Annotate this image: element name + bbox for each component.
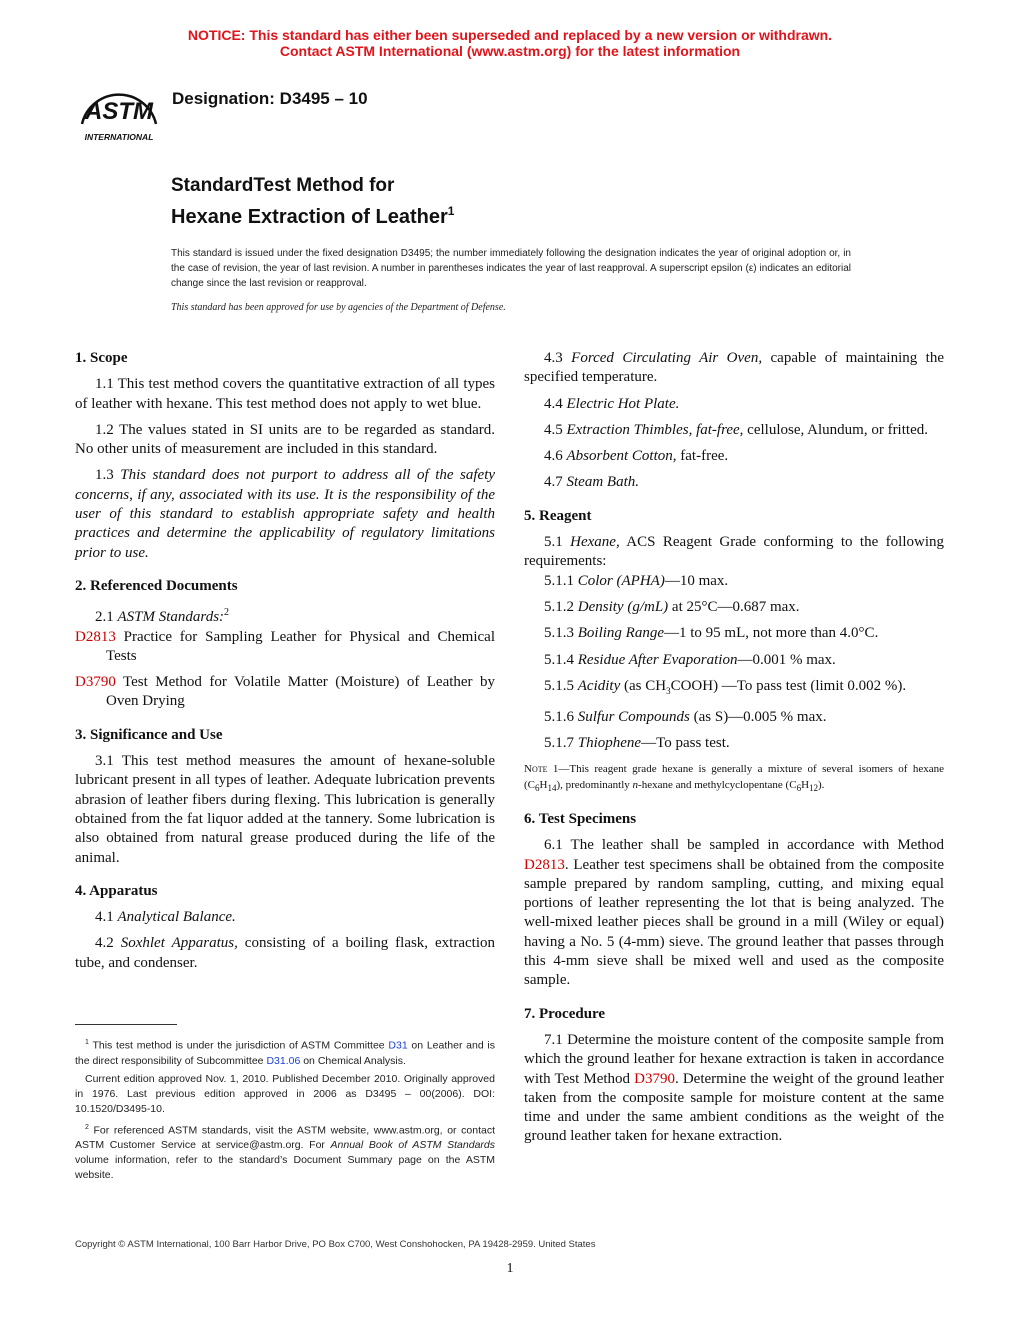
link-d2813[interactable]: D2813 [524,856,565,873]
para-4-7: 4.7 Steam Bath. [544,474,639,491]
title-line-1: StandardTest Method for [171,175,395,196]
para-1-1: 1.1 This test method covers the quantitative extraction of all types of leather with hexane. This test method does not apply to wet blue. [75,376,495,412]
link-d3790[interactable]: D3790 [634,1070,675,1087]
notice-line-2: Contact ASTM International (www.astm.org) for the latest information [279,43,741,59]
page-number: 1 [506,1261,514,1276]
footnote-1: $^1$ This test method is under the jurisdiction of ASTM Committee D31 on Leather and is the direct responsibility of Subcommittee D31.06 on Chemical Analysis. [75,1039,496,1067]
para-5-1-6: 5.1.6 Sulfur Compounds (as S)—0.005 % max. [544,709,827,726]
section-reagent-heading: 5. Reagent [524,507,592,524]
designation: Designation: D3495 – 10 [172,89,368,108]
para-5-1-3: 5.1.3 Boiling Range—1 to 95 mL, not more than 4.0°C. [544,625,879,642]
section-apparatus-heading: 4. Apparatus [75,882,158,899]
note-1: Note 1—This reagent grade hexane is generally a mixture of several isomers of hexane $(C_6H_{14})$, predominantly n-hexane and methylcyclopentane $(C_6H_{12})$. [524,762,944,793]
para-4-3: 4.3 Forced Circulating Air Oven, capable of maintaining the specified temperature. [524,350,945,386]
section-scope-heading: 1. Scope [75,350,128,366]
notice-line-1: NOTICE: This standard has either been superseded and replaced by a new version or withdrawn. [187,27,833,43]
reference-d2813[interactable]: D2813 Practice for Sampling Leather for Physical and Chemical Tests [75,628,495,664]
para-5-1: 5.1 Hexane, ACS Reagent Grade conforming to the following requirements: [524,534,944,570]
para-2-1: 2.1 ASTM Standards:$^2$ [95,607,230,626]
link-d31-06[interactable]: D31.06 [266,1054,301,1067]
logo-text: ASTM [85,98,153,125]
footnote-2: $^2$ For referenced ASTM standards, visit the ASTM website, www.astm.org, or contact ASTM Customer Service at service@astm.org. For Annual Book of ASTM Standards volume information, refer to the standard’s Document Summary page on the ASTM website. [75,1123,495,1181]
para-4-4: 4.4 Electric Hot Plate. [544,395,680,412]
para-6-1: 6.1 The leather shall be sampled in accordance with Method D2813. Leather test specimens shall be obtained from the composite sample prepared by random sampling, cutting, and mixing equal portions of leather representing the lot that is being analyzed. The well-mixed leather pieces shall be ground in a mill (Wiley or equal) having a No. 5 (4-mm) sieve. The ground leather that passes through this 4-mm sieve shall be mixed well and used as the composite sample. [524,837,944,989]
para-4-6: 4.6 Absorbent Cotton, fat-free. [544,448,729,465]
reference-d3790[interactable]: D3790 Test Method for Volatile Matter (Moisture) of Leather by Oven Drying [75,674,495,710]
para-1-2: 1.2 The values stated in SI units are to be regarded as standard. No other units of measurement are included in this standard. [75,421,495,458]
section-procedure-heading: 7. Procedure [524,1005,606,1022]
footnote-1-edition: Current edition approved Nov. 1, 2010. Published December 2010. Originally approved in 1976. Last previous edition approved in 2006 as D3495 – 00(2006). DOI: 10.1520/D3495-10. [75,1072,495,1115]
para-4-2: 4.2 Soxhlet Apparatus, consisting of a boiling flask, extraction tube, and condenser. [75,935,495,971]
para-4-5: 4.5 Extraction Thimbles, fat-free, cellulose, Alundum, or fritted. [544,421,928,438]
left-column [75,349,495,980]
logo-subtext: INTERNATIONAL [84,132,154,142]
issuance-note: This standard is issued under the fixed designation D3495; the number immediately following the designation indicates the year of original adoption or, in the case of revision, the year of last revision. A number in parentheses indicates the year of last reapproval. A superscript epsilon (ε) indicates an editorial change since the last revision or reapproval. [171,248,851,289]
section-significance-heading: 3. Significance and Use [75,726,223,743]
para-4-1: 4.1 Analytical Balance. [95,909,236,926]
para-1-3: 1.3 This standard does not purport to address all of the safety concerns, if any, associated with its use. It is the responsibility of the user of this standard to establish appropriate safety and health practices and determine the applicability of regulatory limitations prior to use. [75,467,496,561]
title-line-2 [171,198,454,230]
footnotes [75,1035,495,1186]
section-test-specimens-heading: 6. Test Specimens [524,810,637,827]
para-5-1-4: 5.1.4 Residue After Evaporation—0.001 % max. [544,651,836,668]
para-5-1-2: 5.1.2 Density (g/mL) at 25°C—0.687 max. [544,598,800,615]
document-title [171,174,454,230]
footnote-divider [75,1024,177,1025]
para-5-1-7: 5.1.7 Thiophene—To pass test. [544,735,730,752]
para-3-1: 3.1 This test method measures the amount of hexane-soluble lubricant present in all types of leather. Adequate lubrication prevents abrasion of leather fibers during flexing. This lubrication is generally obtained from the fat liquor added at the tannery. Some lubrication is also obtained from natural grease produced during the life of the animal. [75,753,495,866]
section-referenced-documents-heading: 2. Referenced Documents [75,577,238,594]
title-main: Hexane Extraction of Leather [171,206,448,228]
title-footnote-mark: 1 [447,204,455,218]
para-5-1-1: 5.1.1 Color (APHA)—10 max. [544,572,729,589]
para-7-1: 7.1 Determine the moisture content of the composite sample from which the ground leather for hexane extraction is taken in accordance with Test Method D3790. Determine the weight of the ground leather taken from the composite sample for moisture content at the same time and under the same ambient conditions as the weight of the ground leather taken for hexane extraction. [524,1031,945,1145]
dod-approval-note: This standard has been approved for use by agencies of the Department of Defense. [171,302,506,313]
para-5-1-5: 5.1.5 Acidity (as $CH_3COOH$) —To pass test (limit 0.002 %). [544,677,907,696]
link-d31[interactable]: D31 [388,1039,408,1052]
astm-logo [74,74,164,144]
copyright: Copyright © ASTM International, 100 Barr Harbor Drive, PO Box C700, West Conshohocken, PA 19428-2959. United States [75,1239,596,1250]
right-column [524,349,944,1154]
